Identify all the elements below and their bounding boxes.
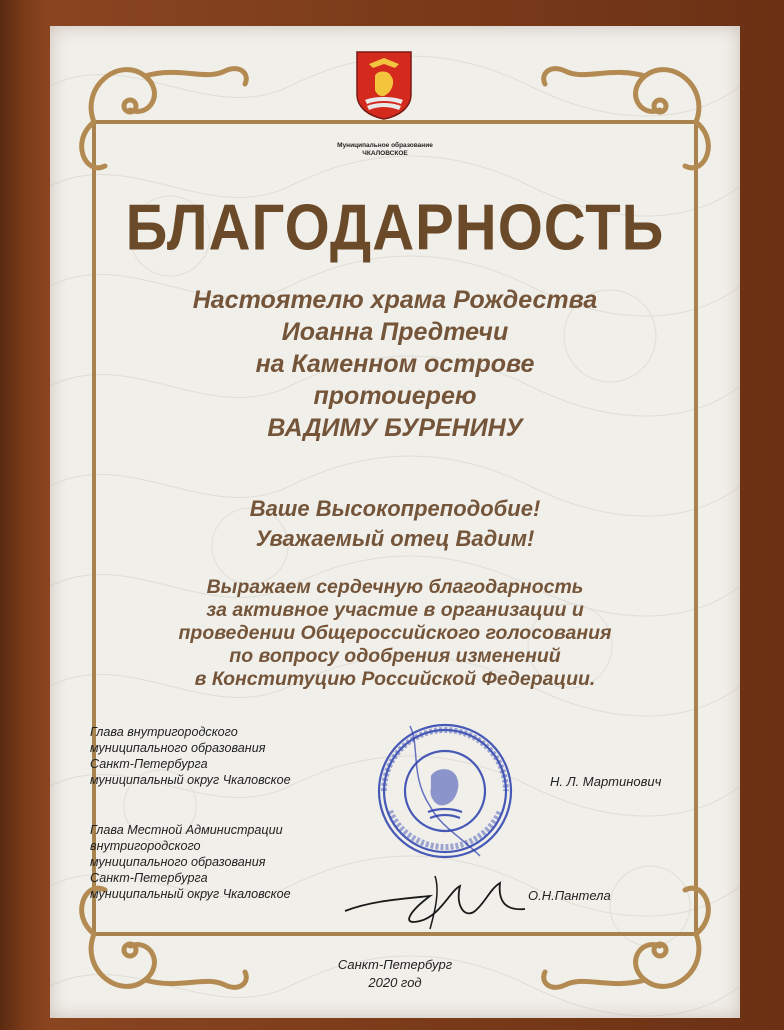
place-and-date [50, 956, 740, 992]
addressee-line: Иоанна Предтечи [281, 318, 509, 346]
addressee-block [50, 284, 740, 444]
position-line: внутригородского [90, 839, 201, 853]
footer-year: 2020 год [368, 975, 422, 990]
corner-ornament-top-left [82, 69, 247, 168]
gratitude-text [50, 576, 740, 691]
gratitude-line: Выражаем сердечную благодарность [206, 576, 584, 598]
coat-of-arms-emblem [355, 50, 413, 120]
position-line: муниципальный округ Чкаловское [90, 887, 291, 901]
gratitude-line: по вопросу одобрения изменений [229, 645, 561, 667]
certificate-sheet [50, 26, 740, 1018]
greeting-block [50, 494, 740, 554]
position-line: Глава внутригородского [90, 725, 238, 739]
position-line: муниципального образования [90, 741, 266, 755]
position-line: муниципальный округ Чкаловское [90, 773, 291, 787]
emblem-caption-line: ЧКАЛОВСКОЕ [362, 150, 408, 157]
signatory-2-name: О.Н.Пантела [528, 888, 611, 903]
gratitude-line: проведении Общероссийского голосования [178, 622, 612, 644]
addressee-line: на Каменном острове [255, 350, 535, 378]
position-line: Глава Местной Администрации [90, 823, 283, 837]
position-line: Санкт-Петербурга [90, 757, 208, 771]
gratitude-line: за активное участие в организации и [206, 599, 584, 621]
greeting-line: Ваше Высокопреподобие! [249, 496, 541, 521]
addressee-line: Настоятелю храма Рождества [192, 286, 598, 314]
signatory-1-name: Н. Л. Мартинович [550, 774, 662, 789]
signatory-2-position [90, 822, 370, 902]
addressee-name: ВАДИМУ БУРЕНИНУ [267, 414, 523, 442]
footer-city: Санкт-Петербург [337, 957, 453, 972]
document-title: БЛАГОДАРНОСТЬ [125, 191, 665, 264]
position-line: Санкт-Петербурга [90, 871, 208, 885]
official-seal-stamp [370, 716, 520, 866]
gratitude-line: в Конституцию Российской Федерации. [194, 668, 596, 690]
greeting-line: Уважаемый отец Вадим! [255, 526, 535, 551]
addressee-line: протоиерею [313, 382, 477, 410]
emblem-caption-line: Муниципальное образование [337, 142, 433, 149]
signatory-1-position [90, 724, 350, 788]
emblem-caption [300, 142, 470, 158]
position-line: муниципального образования [90, 855, 266, 869]
